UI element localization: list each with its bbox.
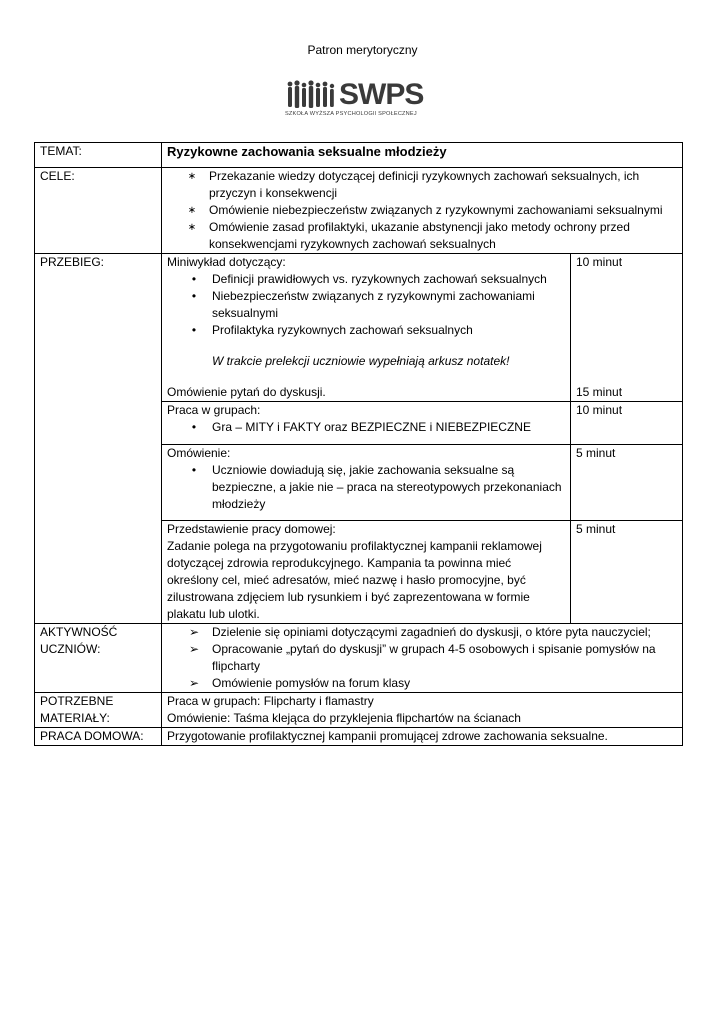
przebieg-label: PRZEBIEG: [35,254,162,624]
block2-time: 10 minut [571,402,683,445]
block1-note: W trakcie prelekcji uczniowie wypełniają arkusz notatek! [212,354,510,368]
list-item: ➢ Omówienie pomysłów na forum klasy [188,676,411,690]
bullet-icon: • [191,323,197,337]
asterisk-icon: ∗ [187,205,197,216]
bullet-icon: • [191,463,197,477]
block1-time2: 15 minut [576,385,623,399]
cele-list [167,168,677,253]
block3-time: 5 minut [571,445,683,521]
bullet-icon: • [191,272,197,286]
praca-domowa-label: PRACA DOMOWA: [35,728,162,746]
list-item: ∗ Omówienie zasad profilaktyki, ukazanie abstynencji jako metody ochrony przed konsekwencjami ryzykownych zachowań seksualnych [167,219,677,253]
block1-title: Miniwykład dotyczący: [167,255,286,269]
row-cele [35,168,683,254]
block4-title: Przedstawienie pracy domowej: [167,522,336,536]
block1-time [571,254,683,402]
bullet-icon: • [191,420,197,434]
list-item: ∗ Przekazanie wiedzy dotyczącej definicji ryzykownych zachowań seksualnych, ich przyczyn i konsekwencji [167,168,677,202]
temat-label: TEMAT: [35,143,162,168]
block3-list [167,462,565,513]
list-item: ➢ Dzielenie się opiniami dotyczącymi zagadnień do dyskusji, o które pyta nauczyciel; [188,625,651,639]
block2-title: Praca w grupach: [167,403,261,417]
list-item: • Gra – MITY i FAKTY oraz BEZPIECZNE i NIEBEZPIECZNE [167,419,565,436]
swps-logo [285,80,435,120]
list-item: • Uczniowie dowiadują się, jakie zachowania seksualne są bezpieczne, a jakie nie – praca na stereotypowych przekonaniach młodzieży [167,462,565,513]
block2-list [167,419,565,436]
temat-value: Ryzykowne zachowania seksualne młodzieży [162,143,683,168]
row-przebieg-1 [35,254,683,402]
praca-domowa-value: Przygotowanie profilaktycznej kampanii promującej zdrowe zachowania seksualne. [162,728,683,746]
asterisk-icon: ∗ [187,171,197,182]
people-silhouette-icon [285,80,337,110]
block4-text: Zadanie polega na przygotowaniu profilaktycznej kampanii reklamowej dotyczącej zdrowia reprodukcyjnego. Kampania ta powinna mieć określony cel, mieć adresatów, mieć nazwę i hasło promocyjne, być zilustrowana zdjęciem lub rysunkiem i być zaprezentowana w formie plakatu lub ulotki. [167,539,542,621]
block4-time: 5 minut [571,521,683,624]
arrow-icon: ➢ [188,625,200,639]
row-temat [35,143,683,168]
row-aktywnosc [35,624,683,693]
arrow-icon: ➢ [188,642,200,656]
list-item: ➢ Opracowanie „pytań do dyskusji” w grupach 4-5 osobowych i spisanie pomysłów na flipcharty [188,642,656,673]
cele-label: CELE: [35,168,162,254]
aktywnosc-content [162,624,683,693]
bullet-icon: • [191,289,197,303]
przebieg-block2 [162,402,571,445]
block1-list [167,271,565,339]
list-item: • Niebezpieczeństw związanych z ryzykownymi zachowaniami seksualnymi [167,288,565,322]
logo-subtitle: SZKOŁA WYŻSZA PSYCHOLOGII SPOŁECZNEJ [285,111,417,117]
patron-heading: Patron merytoryczny [307,43,418,57]
lesson-plan-table [34,142,683,746]
przebieg-block4 [162,521,571,624]
aktywnosc-label: AKTYWNOŚĆ UCZNIÓW: [35,624,162,693]
asterisk-icon: ∗ [187,222,197,233]
przebieg-block3 [162,445,571,521]
list-item: • Profilaktyka ryzykownych zachowań seksualnych [167,322,565,339]
block3-title: Omówienie: [167,446,231,460]
list-item: • Definicji prawidłowych vs. ryzykownych zachowań seksualnych [167,271,565,288]
materialy-content: Praca w grupach: Flipcharty i flamastry Omówienie: Taśma klejąca do przyklejenia flipchartów na ścianach [162,693,683,728]
row-praca-domowa [35,728,683,746]
aktywnosc-list [167,624,677,692]
row-materialy [35,693,683,728]
arrow-icon: ➢ [188,676,200,690]
list-item: ∗ Omówienie niebezpieczeństw związanych z ryzykownymi zachowaniami seksualnymi [167,202,677,219]
logo-wordmark: SWPS [339,78,424,111]
block1-time1: 10 minut [576,255,623,269]
przebieg-block1 [162,254,571,402]
materialy-label: POTRZEBNE MATERIAŁY: [35,693,162,728]
block1-discussion: Omówienie pytań do dyskusji. [167,385,326,399]
cele-content [162,168,683,254]
